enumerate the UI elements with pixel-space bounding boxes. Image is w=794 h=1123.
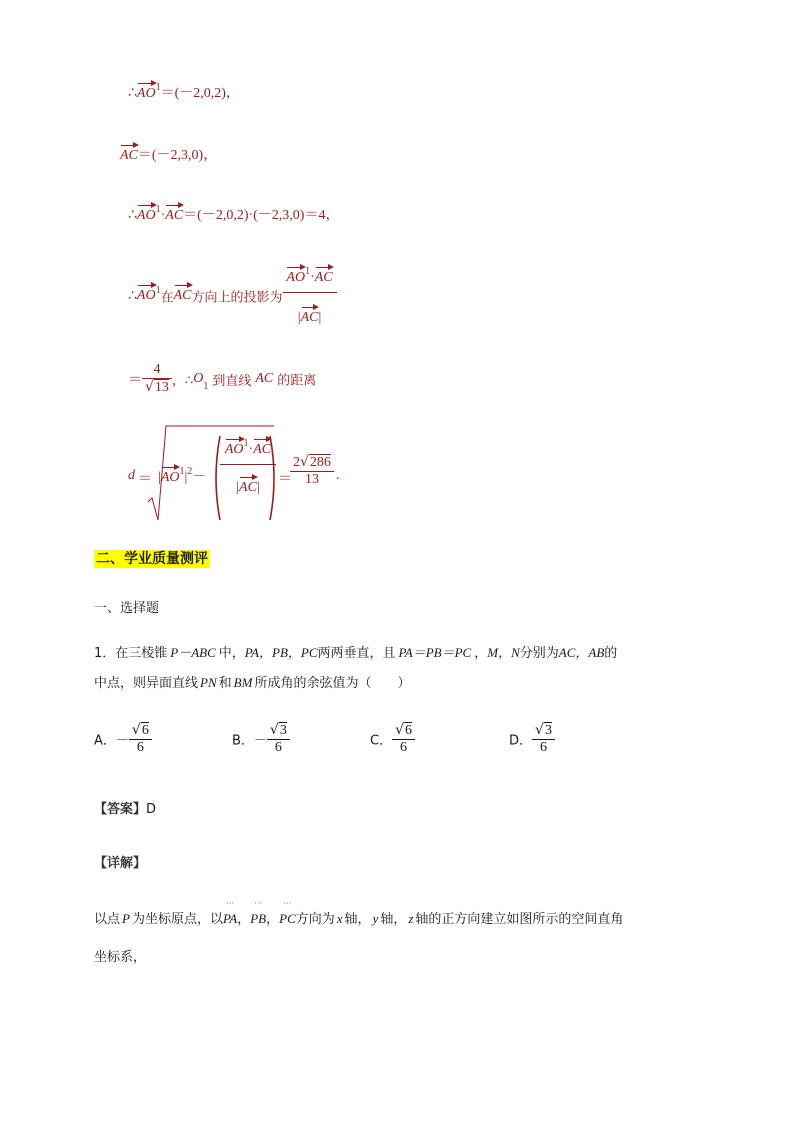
option-a[interactable] (94, 722, 152, 756)
vector-ao: AO (136, 208, 156, 223)
result-fraction (290, 454, 334, 488)
question-text: 中点，则异面直线 (94, 676, 199, 691)
option-c[interactable] (370, 722, 415, 756)
abs-open: | (297, 310, 301, 325)
right-parenthesis (268, 434, 278, 522)
radicand: 3 (279, 723, 287, 738)
explanation-text: 轴， (380, 912, 407, 927)
variable-d: d (128, 468, 135, 483)
fraction-denominator: 6 (267, 739, 290, 756)
question-text: 中， (218, 646, 245, 661)
radicand: 6 (405, 723, 412, 738)
abs-close: | (318, 310, 322, 325)
superscript-2: 2 (187, 466, 193, 477)
vector-ao: AO (136, 288, 156, 303)
minus-sign: － (192, 470, 207, 485)
detail-label: 【详解】 (94, 856, 147, 871)
dot-operator: · (248, 442, 254, 457)
question-text: 两两垂直，且 (317, 646, 396, 661)
distance-formula (128, 424, 368, 524)
vector-ac: AC (165, 208, 184, 223)
vector-ac: AC (120, 148, 138, 163)
math-equal-chain: PA＝PB＝PC (398, 645, 472, 660)
question-1-line-1 (94, 642, 617, 661)
question-text: 和 (218, 676, 232, 691)
radical-sign: √ (131, 722, 141, 738)
fraction-4-over-sqrt13 (142, 362, 172, 396)
fraction-denominator: 6 (532, 739, 555, 756)
equals-sign: ＝ (128, 373, 142, 388)
superscript-1: 1 (155, 285, 161, 296)
explanation-text: 以点 (94, 912, 121, 927)
vector-ac: AC (239, 480, 257, 495)
superscript-1: 1 (243, 438, 249, 449)
math-z: z (408, 911, 414, 926)
radical-sign: √ (145, 379, 154, 395)
vector-pa: ˙˙˙ PA (223, 911, 237, 927)
vector-ac: AC (173, 288, 192, 303)
fraction-numerator (283, 266, 337, 292)
radical-sign: √ (395, 722, 404, 738)
explanation-line-2: 坐标系， (94, 950, 147, 965)
superscript-1: 1 (155, 82, 161, 93)
question-text: 分别为 (519, 646, 559, 661)
explanation-text: 为坐标原点，以 (131, 912, 223, 927)
projection-fraction (283, 266, 337, 326)
answer-label: 【答案】 (94, 802, 147, 817)
dot-operator: · (160, 208, 166, 223)
vector-ao: AO (286, 270, 306, 285)
radical-sign: √ (300, 454, 309, 470)
option-d-fraction (532, 722, 555, 756)
line-distance-intro (128, 362, 316, 396)
option-b-label: B．－ (232, 733, 267, 749)
fraction-denominator (142, 378, 172, 396)
fraction-numerator (267, 722, 290, 739)
vector-ac: AC (314, 270, 333, 285)
explanation-text: 轴， (344, 912, 371, 927)
line-projection (128, 266, 337, 326)
subheading-choice-questions: 一、选择题 (94, 601, 160, 616)
vector-ao: AO (160, 470, 180, 485)
radical-sign: √ (535, 722, 544, 738)
math-bm: BM (233, 675, 253, 690)
option-c-fraction (392, 722, 415, 756)
vector-value: ＝(－2,0,2)， (160, 86, 240, 101)
text-distance: 的距离 (277, 373, 317, 389)
separator: ， (266, 912, 280, 927)
vector-value: ＝(－2,3,0)， (137, 148, 218, 163)
abs-open: | (158, 470, 161, 485)
option-b[interactable] (232, 722, 290, 756)
superscript-1: 1 (155, 204, 161, 215)
coefficient: 2 (293, 455, 300, 470)
question-text: 所成角的余弦值为（ ） (254, 676, 411, 691)
section-heading-text: 二、学业质量测评 (96, 551, 208, 567)
abs-open: | (236, 480, 240, 495)
vector-ac: AC (253, 442, 272, 457)
fraction-numerator: 4 (153, 362, 161, 377)
fraction-numerator (392, 722, 415, 739)
superscript-1: 1 (179, 466, 185, 477)
line-ac-vector (120, 144, 217, 164)
question-1-line-2 (94, 672, 410, 691)
vector-pc: ˙˙˙ PC (279, 911, 296, 927)
answer-line (94, 798, 156, 817)
math-p: P (122, 911, 130, 926)
explanation-text: 轴的正方向建立如图所示的空间直角 (415, 912, 624, 927)
explanation-line-1 (94, 908, 623, 927)
superscript-1: 1 (305, 266, 311, 277)
fraction-numerator (129, 722, 152, 739)
therefore-symbol: ∴ (128, 288, 137, 304)
option-c-label: C． (370, 733, 393, 749)
radicand: 6 (141, 723, 149, 738)
explanation-text: 方向为 (295, 912, 335, 927)
comma-therefore: ，∴ (171, 373, 194, 389)
line-ac: AC (255, 371, 274, 386)
math-pa-pb-pc: PA，PB，PC (244, 645, 318, 660)
abs-close: | (184, 470, 188, 485)
radicand: 3 (544, 723, 552, 738)
separator: ， (237, 912, 251, 927)
fraction-denominator: 6 (392, 739, 415, 756)
fraction-denominator: 6 (129, 739, 152, 756)
dot-operator: · (310, 270, 315, 285)
radical-sign: √ (269, 722, 279, 738)
therefore-symbol: ∴ (128, 85, 137, 101)
question-text: ， (474, 646, 488, 661)
dot-product-value: ＝(－2,0,2)·(－2,3,0)＝4， (183, 208, 340, 223)
option-a-label: A．－ (94, 733, 129, 749)
fraction-numerator (290, 454, 334, 471)
point-o: O (193, 371, 204, 386)
fraction-denominator: 13 (290, 471, 334, 488)
option-a-fraction (129, 722, 152, 756)
math-x: x (336, 911, 343, 926)
vector-pb: ˙˙˙ PB (250, 911, 266, 927)
text-zai: 在 (160, 290, 174, 306)
abs-close: | (256, 480, 260, 495)
option-d-label: D． (509, 733, 533, 749)
text-projection: 方向上的投影为 (191, 290, 283, 306)
therefore-symbol: ∴ (128, 207, 137, 223)
radicand: 13 (154, 380, 169, 395)
subscript-1: 1 (203, 381, 209, 392)
math-p-abc: P－ABC (170, 645, 216, 660)
fraction-numerator (532, 722, 555, 739)
question-text: 的 (604, 646, 618, 661)
math-m-n: M，N (487, 645, 520, 660)
radicand: 286 (309, 455, 331, 470)
line-dot-product (128, 204, 339, 224)
line-ao1-vector (128, 82, 240, 102)
fraction-denominator (283, 292, 337, 326)
answer-value: D (146, 802, 157, 817)
equals-sign: ＝ (138, 472, 152, 487)
abs-ao1-squared (158, 466, 206, 486)
equals-sign: ＝ (278, 472, 292, 487)
vector-ao: AO (224, 442, 244, 457)
period: . (336, 468, 340, 483)
option-b-fraction (267, 722, 290, 756)
text-to-line: 到直线 (212, 373, 252, 389)
vector-ac: AC (300, 310, 319, 325)
vector-ao: AO (136, 86, 156, 101)
math-pn: PN (200, 675, 217, 690)
section-heading (94, 548, 210, 568)
option-d[interactable] (509, 722, 555, 756)
question-text: 1．在三棱锥 (94, 646, 168, 661)
math-y: y (372, 911, 379, 926)
math-ac-ab: AC，AB (558, 645, 605, 660)
